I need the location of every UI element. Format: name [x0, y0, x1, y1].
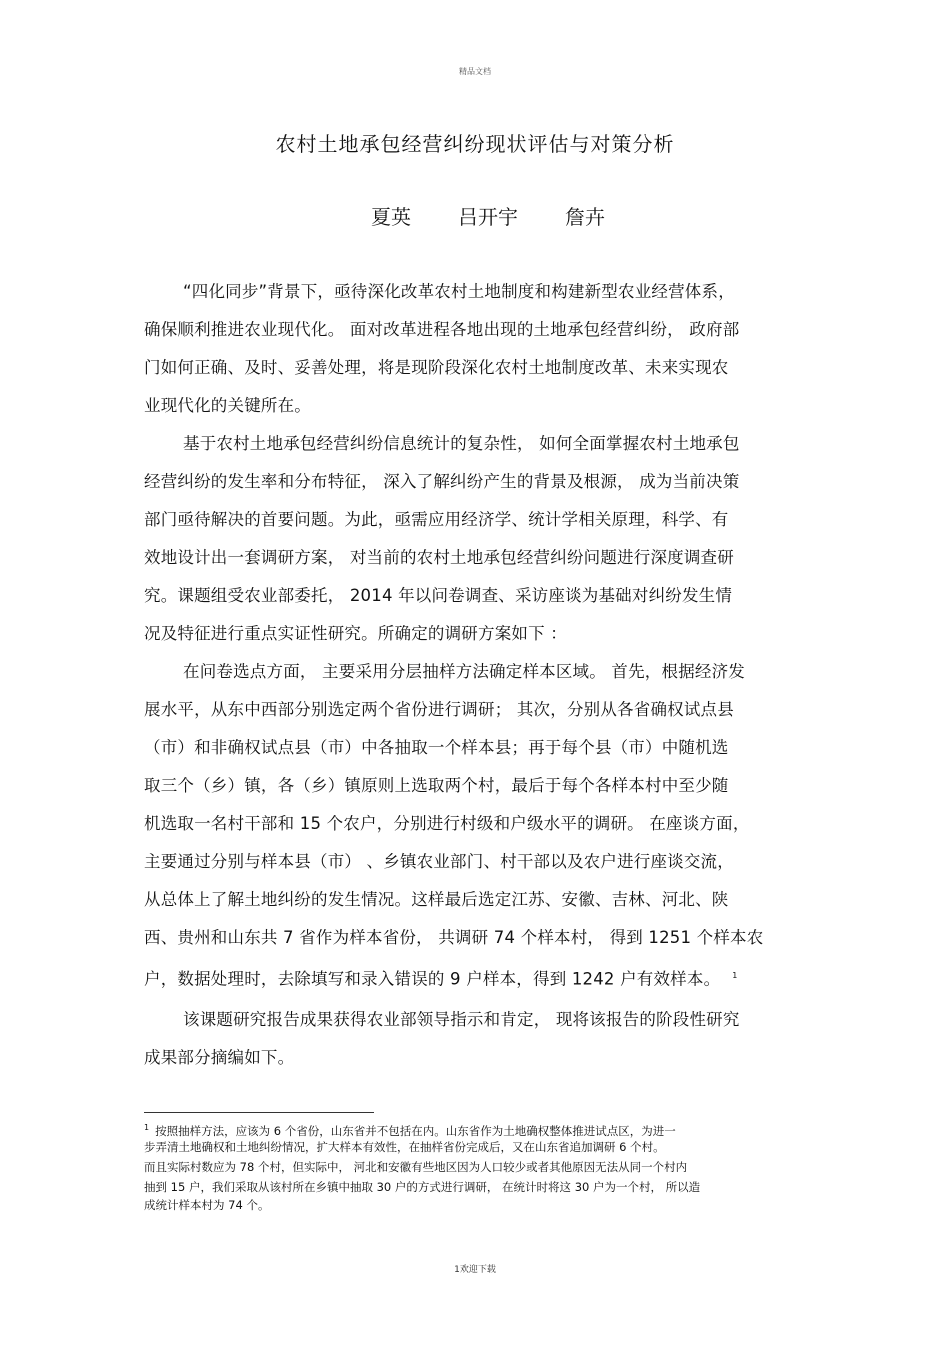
document-title: 农村土地承包经营纠纷现状评估与对策分析 [275, 132, 675, 156]
body-line: 成果部分摘编如下。 [144, 1048, 295, 1067]
footnote-line [144, 1121, 676, 1138]
footnote-line: 步弄清土地确权和土地纠纷情况，扩大样本有效性，在抽样省份完成后，又在山东省追加调研 6 个村。 [144, 1140, 665, 1154]
page-footer [0, 1262, 950, 1275]
author-2: 吕开宇 [458, 205, 518, 229]
footnote-reference[interactable]: 1 [732, 971, 738, 980]
body-line: 效地设计出一套调研方案， 对当前的农村土地承包经营纠纷问题进行深度调查研 [144, 548, 734, 567]
body-line: 业现代化的关键所在。 [144, 396, 311, 415]
author-3: 詹卉 [565, 205, 605, 229]
body-line: 在问卷选点方面， 主要采用分层抽样方法确定样本区域。 首先，根据经济发 [183, 662, 745, 681]
body-line-text: 户，数据处理时，去除填写和录入错误的 9 户样本，得到 1242 户有效样本。 [144, 969, 721, 989]
footnote-marker: 1 [144, 1123, 150, 1132]
body-line: 取三个（乡）镇，各（乡）镇原则上选取两个村，最后于每个各样本村中至少随 [144, 776, 729, 795]
body-line: （市）和非确权试点县（市）中各抽取一个样本县；再于每个县（市）中随机选 [144, 738, 729, 757]
body-line: 经营纠纷的发生率和分布特征， 深入了解纠纷产生的背景及根源， 成为当前决策 [144, 472, 740, 491]
body-line: 确保顺利推进农业现代化。 面对改革进程各地出现的土地承包经营纠纷， 政府部 [144, 320, 740, 339]
footnote-line: 抽到 15 户，我们采取从该村所在乡镇中抽取 30 户的方式进行调研， 在统计时将这 30 户为一个村， 所以造 [144, 1180, 701, 1194]
body-line: 该课题研究报告成果获得农业部领导指示和肯定， 现将该报告的阶段性研究 [183, 1010, 740, 1029]
footer-text: 欢迎下载 [459, 1265, 496, 1275]
page-number: 1 [454, 1265, 460, 1275]
body-line: 基于农村土地承包经营纠纷信息统计的复杂性， 如何全面掌握农村土地承包 [183, 434, 740, 453]
footnote-line: 成统计样本村为 74 个。 [144, 1198, 270, 1212]
footnote-line: 而且实际村数应为 78 个村，但实际中， 河北和安徽有些地区因为人口较少或者其他原因无法从同一个村内 [144, 1160, 688, 1174]
body-line: 从总体上了解土地纠纷的发生情况。这样最后选定江苏、安徽、吉林、河北、陕 [144, 890, 729, 909]
body-line: 况及特征进行重点实证性研究。所确定的调研方案如下 ： [144, 624, 567, 643]
page-header: 精品文档 [459, 67, 491, 76]
body-line: 展水平，从东中西部分别选定两个省份进行调研； 其次，分别从各省确权试点县 [144, 700, 734, 719]
body-line: 究。课题组受农业部委托， 2014 年以问卷调查、采访座谈为基础对纠纷发生情 [144, 586, 733, 605]
body-line: “四化同步”背景下，亟待深化改革农村土地制度和构建新型农业经营体系， [183, 282, 735, 301]
body-line: 机选取一名村干部和 15 个农户，分别进行村级和户级水平的调研。 在座谈方面， [144, 814, 750, 833]
author-1: 夏英 [371, 205, 411, 229]
body-line [144, 966, 738, 990]
body-line: 主要通过分别与样本县（市） 、乡镇农业部门、村干部以及农户进行座谈交流， [144, 852, 734, 871]
body-line: 西、贵州和山东共 7 省作为样本省份， 共调研 74 个样本村， 得到 1251 个样本农 [144, 928, 764, 947]
footnote-line-text: 按照抽样方法，应该为 6 个省份，山东省并不包括在内。山东省作为土地确权整体推进试点区，为进一 [155, 1123, 676, 1138]
body-line: 门如何正确、及时、妥善处理，将是现阶段深化农村土地制度改革、未来实现农 [144, 358, 729, 377]
body-line: 部门亟待解决的首要问题。为此，亟需应用经济学、统计学相关原理，科学、有 [144, 510, 729, 529]
footnote-divider [144, 1112, 374, 1113]
